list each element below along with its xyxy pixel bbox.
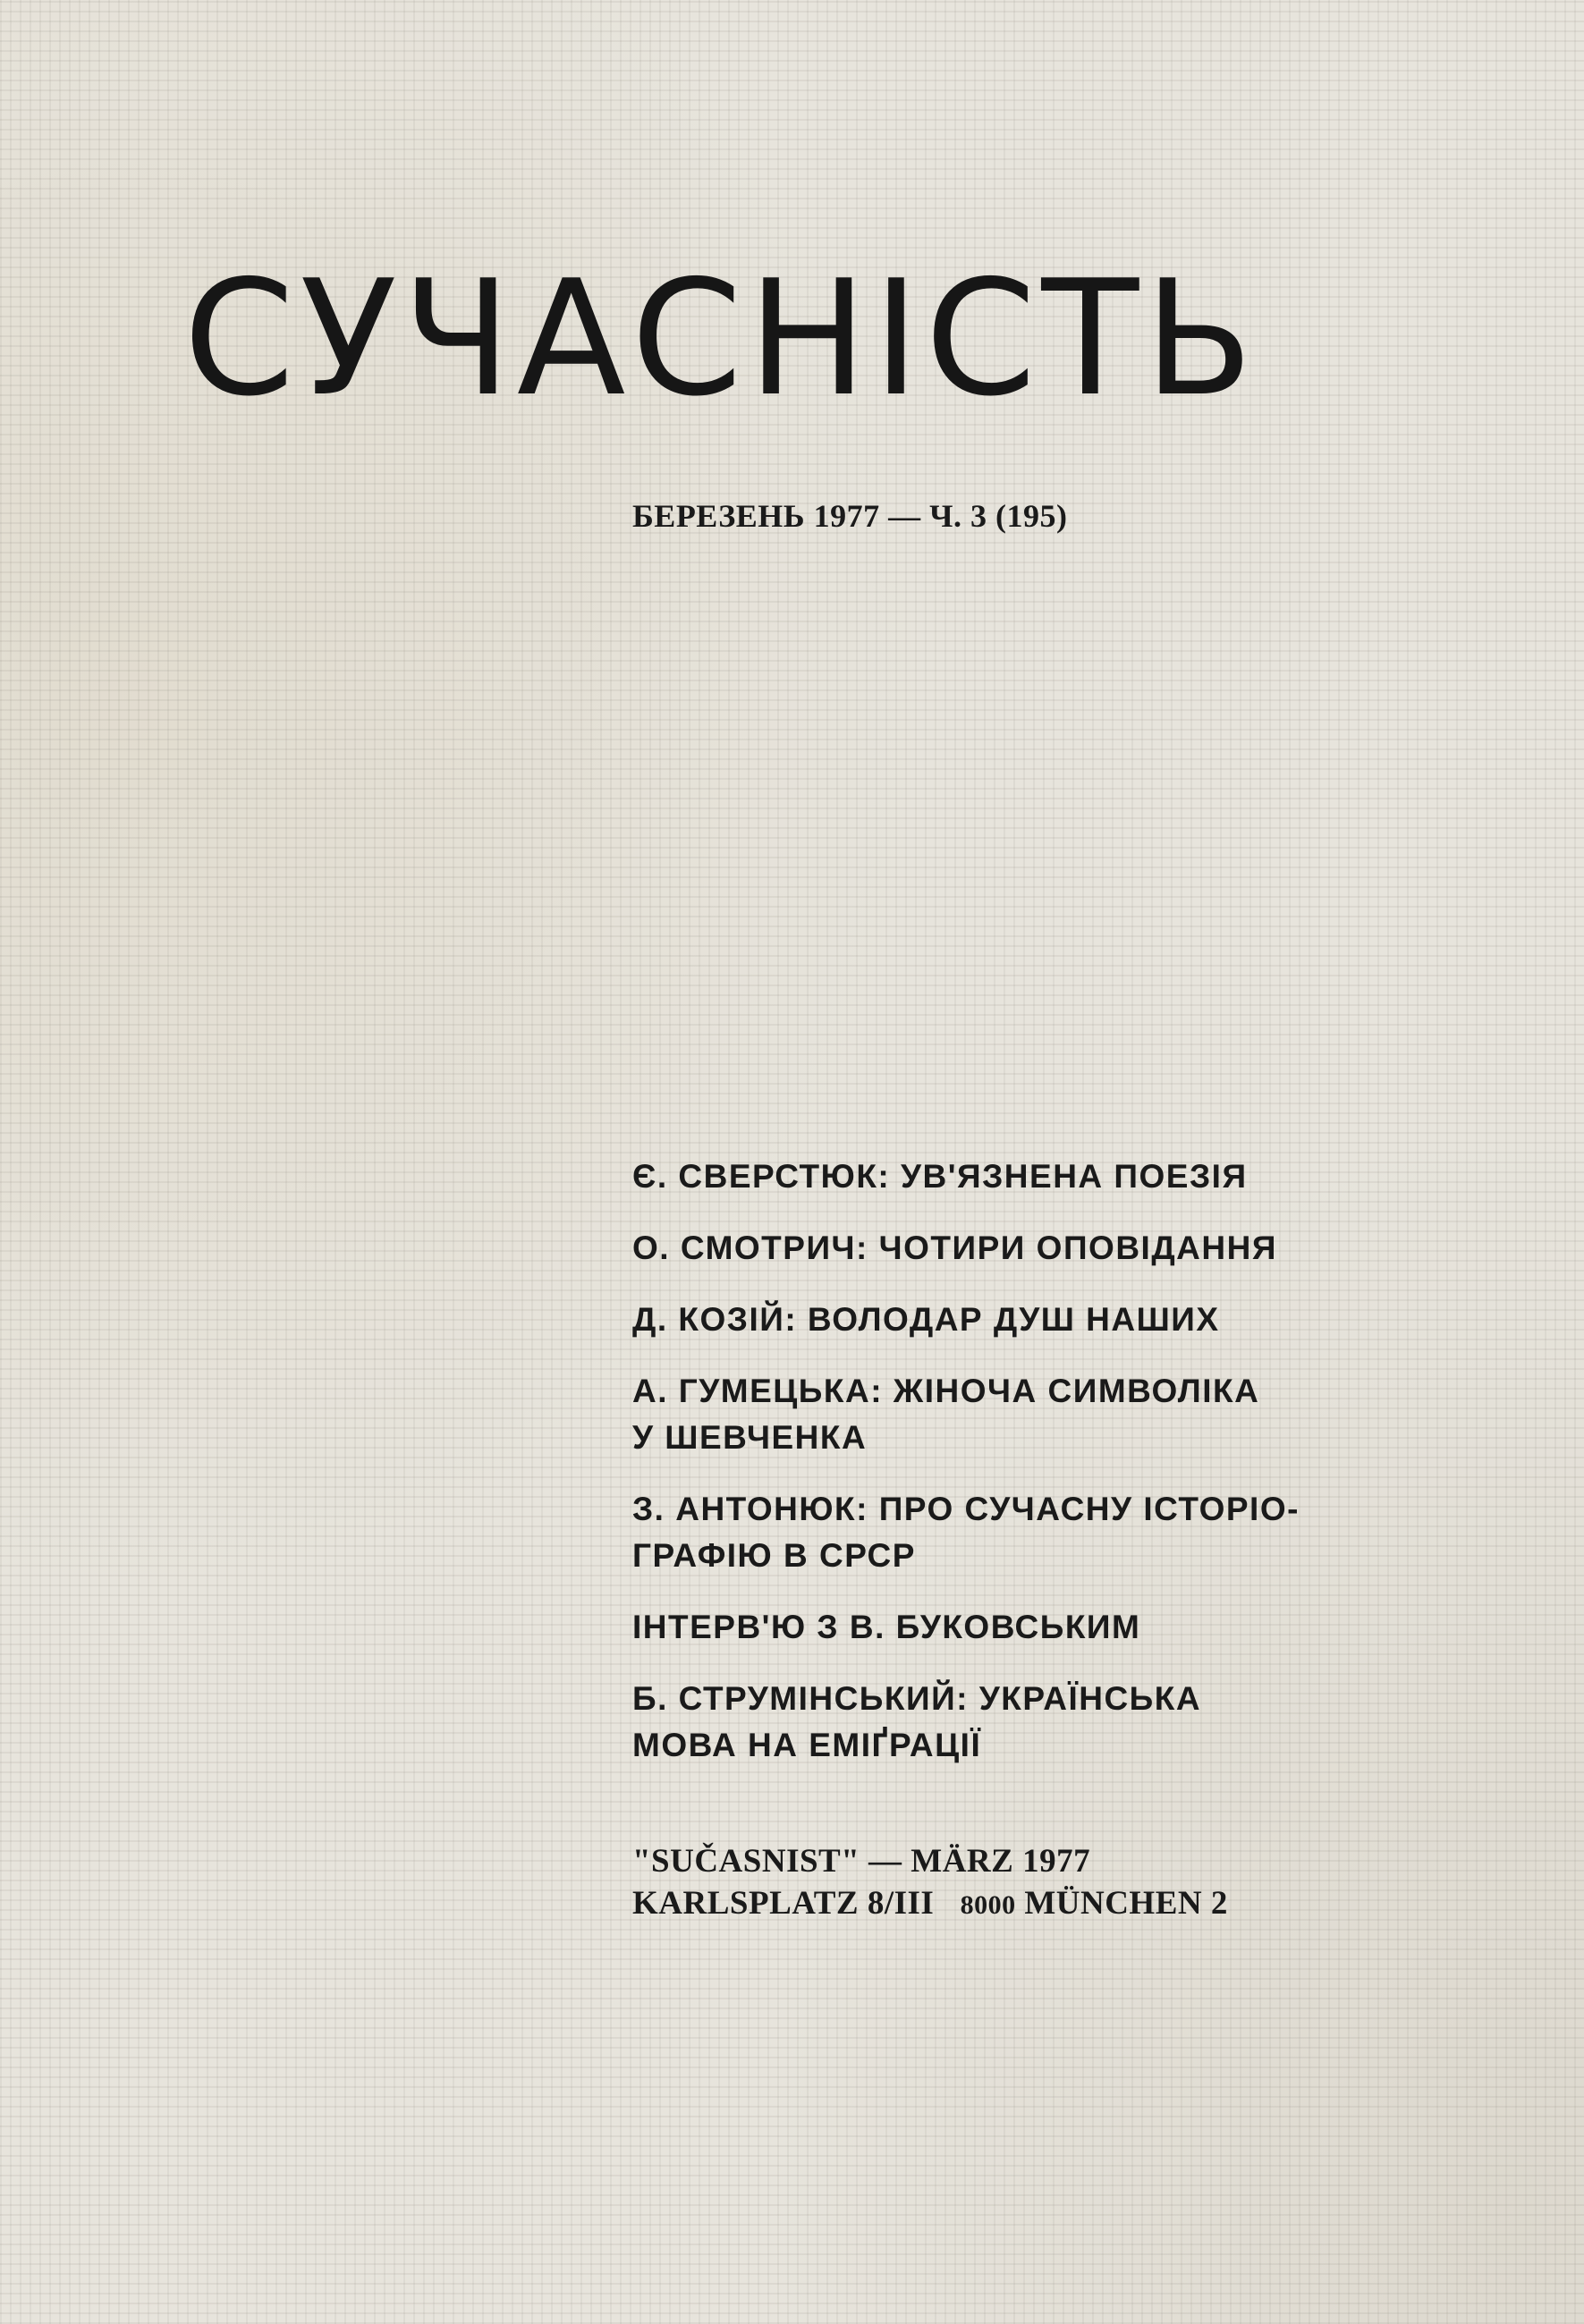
contents-item-line: З. АНТОНЮК: ПРО СУЧАСНУ ІСТОРІО- — [632, 1491, 1300, 1527]
contents-item — [632, 1604, 1482, 1651]
imprint-city: MÜNCHEN 2 — [1024, 1885, 1228, 1922]
contents-item — [632, 1676, 1482, 1769]
imprint-postcode: 8000 — [960, 1890, 1016, 1920]
imprint-line-publisher: "SUČASNIST" — MÄRZ 1977 — [632, 1843, 1091, 1880]
contents-item — [632, 1368, 1482, 1461]
contents-item — [632, 1297, 1482, 1343]
issue-info: БЕРЕЗЕНЬ 1977 — Ч. 3 (195) — [632, 498, 1068, 534]
contents-item-line: Є. СВЕРСТЮК: УВ'ЯЗНЕНА ПОЕЗІЯ — [632, 1158, 1248, 1195]
contents-item-line: МОВА НА ЕМІҐРАЦІЇ — [632, 1727, 982, 1763]
magazine-title: СУЧАСНІСТЬ — [183, 246, 1259, 431]
contents-item — [632, 1225, 1482, 1272]
contents-item-line: А. ГУМЕЦЬКА: ЖІНОЧА СИМВОЛІКА — [632, 1373, 1260, 1409]
contents-item — [632, 1154, 1482, 1200]
contents-item — [632, 1486, 1482, 1579]
contents-item-line: О. СМОТРИЧ: ЧОТИРИ ОПОВІДАННЯ — [632, 1230, 1277, 1266]
contents-item-line: Б. СТРУМІНСЬКИЙ: УКРАЇНСЬКА — [632, 1680, 1202, 1717]
contents-item-line: У ШЕВЧЕНКА — [632, 1419, 868, 1456]
contents-item-line: ГРАФІЮ В СРСР — [632, 1537, 916, 1574]
imprint-line-address — [632, 1882, 1228, 1926]
contents-item-line: Д. КОЗІЙ: ВОЛОДАР ДУШ НАШИХ — [632, 1301, 1220, 1338]
imprint-street: KARLSPLATZ 8/III — [632, 1885, 935, 1922]
publisher-imprint — [632, 1840, 1228, 1926]
contents-item-line: ІНТЕРВ'Ю З В. БУКОВСЬКИМ — [632, 1609, 1141, 1645]
table-of-contents — [632, 1154, 1482, 1794]
